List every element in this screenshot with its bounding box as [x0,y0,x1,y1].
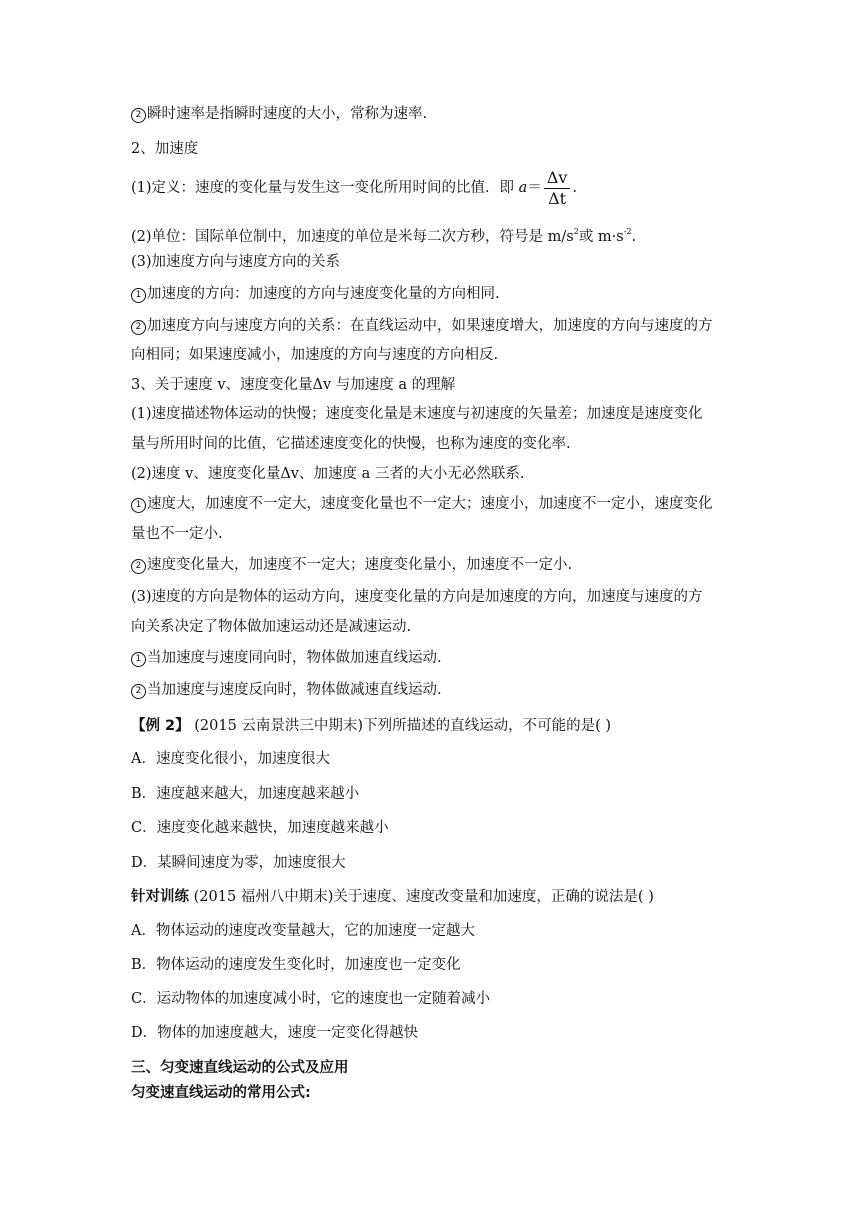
option-c: C．速度变化越来越快，加速度越来越小 [131,820,389,836]
unit-line: (2)单位：国际单位制中，加速度的单位是米每二次方秒，符号是 $m/s^2$或 $m\cdot s^{-2}$. [131,227,637,245]
text-line: 2 加速度方向与速度方向的关系：在直线运动中，如果速度增大，加速度的方向与速度的方 [131,316,713,336]
option-a: A．物体运动的速度改变量越大，它的加速度一定越大 [131,923,475,939]
circled-number-two: 2 [131,320,146,335]
section-heading: 三、匀变速直线运动的公式及应用 [131,1060,349,1076]
option-c: C．运动物体的加速度减小时，它的速度也一定随着减小 [131,991,491,1007]
text-line: 2 速度变化量大，加速度不一定大；速度变化量小，加速度不一定小. [131,555,572,575]
text-line: 1 速度大，加速度不一定大，速度变化量也不一定大；速度小，加速度不一定小，速度变化 [131,494,713,514]
subsection-heading: 匀变速直线运动的常用公式: [131,1085,311,1101]
text-line: 量与所用时间的比值，它描述速度变化的快慢，也称为速度的变化率. [131,436,571,452]
training-question: 针对训练 (2015 福州八中期末)关于速度、速度改变量和加速度，正确的说法是( ) [131,889,654,905]
text-line: 量也不一定小. [131,526,223,542]
text-line: (3)速度的方向是物体的运动方向，速度变化量的方向是加速度的方向，加速度与速度的方 [131,589,703,605]
circled-number-two: 2 [131,684,146,699]
fraction-numerator: Δv [544,168,571,189]
circled-number-two: 2 [131,108,146,123]
text-line: 1 加速度的方向：加速度的方向与速度变化量的方向相同. [131,284,500,304]
circled-number-one: 1 [131,498,146,513]
circled-number-one: 1 [131,652,146,667]
heading-understanding: 3、关于速度 v、速度变化量Δv 与加速度 a 的理解 [131,377,456,393]
option-d: D．物体的加速度越大，速度一定变化得越快 [131,1025,419,1041]
option-d: D．某瞬间速度为零，加速度很大 [131,855,346,871]
option-b: B．物体运动的速度发生变化时，加速度也一定变化 [131,957,461,973]
training-label: 针对训练 [131,889,189,905]
text-line: 向关系决定了物体做加速运动还是减速运动. [131,619,412,635]
option-a: A．速度变化很小，加速度很大 [131,751,330,767]
var-a: a [518,180,528,196]
text-line: (1)速度描述物体运动的快慢；速度变化量是末速度与初速度的矢量差；加速度是速度变化 [131,406,703,422]
text-line: 2 当加速度与速度反向时，物体做减速直线运动. [131,680,442,700]
fraction [544,168,571,209]
text-line: (3)加速度方向与速度方向的关系 [131,254,341,270]
text-line: 1 当加速度与速度同向时，物体做加速直线运动. [131,648,442,668]
circled-number-one: 1 [131,288,146,303]
example-2-question: 【例 2】 (2015 云南景洪三中期末)下列所描述的直线运动，不可能的是( ) [131,718,611,734]
definition-line: (1)定义：速度的变化量与发生这一变化所用时间的比值．即 a＝ $\frac{\Delta v}{\Delta t}$ . [131,167,578,208]
heading-acceleration: 2、加速度 [131,141,199,157]
text-line: 向相同；如果速度减小，加速度的方向与速度的方向相反. [131,347,499,363]
circled-number-two: 2 [131,559,146,574]
fraction-denominator: Δt [548,188,567,208]
text-line: 2 瞬时速率是指瞬时速度的大小，常称为速率. [131,104,427,124]
text-line: (2)速度 v、速度变化量Δv、加速度 a 三者的大小无必然联系. [131,466,525,482]
option-b: B．速度越来越大，加速度越来越小 [131,786,360,802]
example-2-label: 【例 2】 [131,718,190,734]
